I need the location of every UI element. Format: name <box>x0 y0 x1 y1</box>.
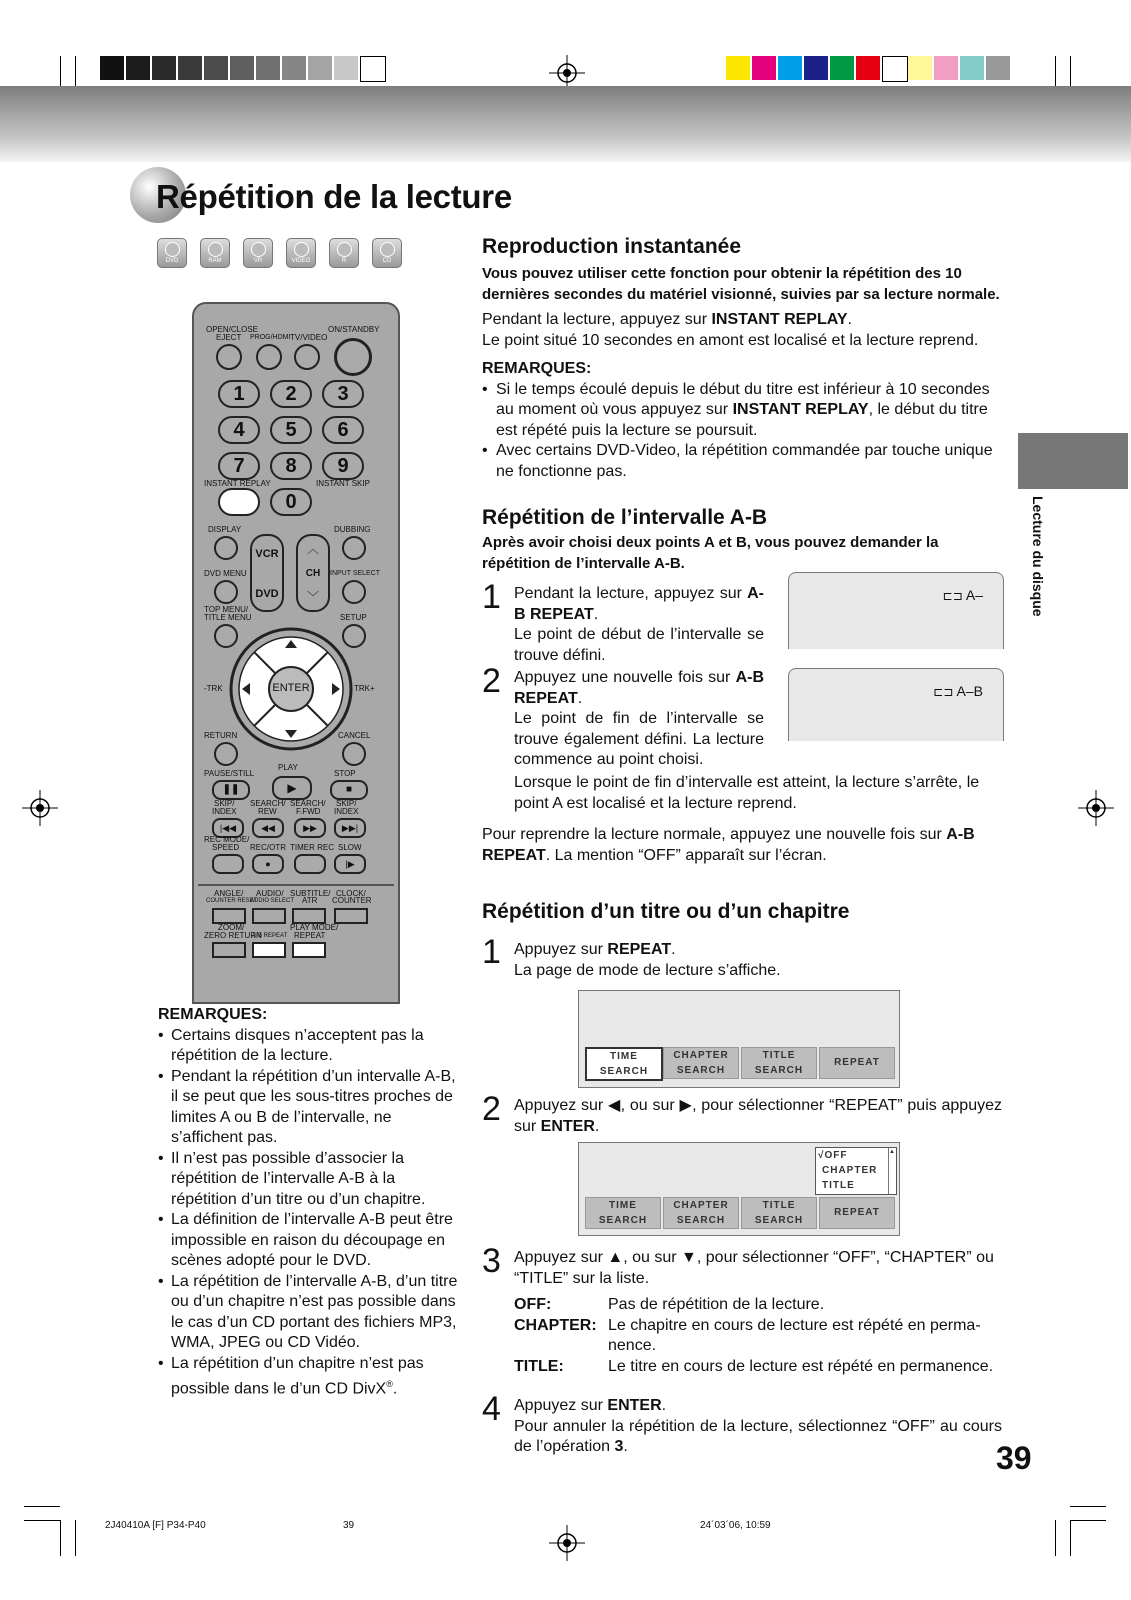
repeat-tab: REPEAT <box>819 1047 895 1079</box>
instant-note: • Si le temps écoulé depuis le début du titre est inférieur à 10 secondes au moment où vous appuyez sur INSTANT REPLAY, le début du titre est répété puis la lecture se poursuit. <box>482 380 1002 442</box>
input-select-button <box>342 580 366 604</box>
label-skip-right-1: SKIP/ <box>336 799 357 808</box>
title-step1: Appuyez sur REPEAT. La page de mode de lecture s’affiche. <box>514 941 781 979</box>
num-8-button: 8 <box>270 452 312 480</box>
title-search-tab: TITLE SEARCH <box>741 1047 817 1079</box>
label-audio-1: AUDIO/ <box>256 889 284 898</box>
scrollbar <box>888 1148 896 1194</box>
registration-mark-icon <box>549 1525 585 1561</box>
label-ch: CH <box>305 568 321 579</box>
note-item: • La répétition de l’intervalle A-B, d’un titre ou d’un chapitre n’est pas possible dans le cas d’un CD portant des fichiers MP3, WMA, JPEG ou CD Vidéo. <box>158 1272 458 1354</box>
section-heading-title: Répétition d’un titre ou d’un chapitre <box>482 900 850 923</box>
label-rec-mode-2: SPEED <box>212 843 240 852</box>
arrow-left-icon: ◀ <box>608 1097 621 1114</box>
label-display: DISPLAY <box>208 525 242 534</box>
label-pause-still: PAUSE/STILL <box>204 769 255 778</box>
ab-screen-2 <box>788 668 1004 741</box>
def-desc: Le titre en cours de lecture est répété en permanence. <box>608 1357 994 1375</box>
label-subtitle-2: ATR <box>302 896 318 905</box>
note-item: • Certains disques n’acceptent pas la répétition de la lecture. <box>158 1026 458 1067</box>
label-ab-repeat: A-B REPEAT <box>252 933 288 939</box>
vcr-dvd-switch <box>250 534 284 612</box>
dvd-menu-button <box>214 580 238 604</box>
num-5-button: 5 <box>270 416 312 444</box>
section-heading-instant: Reproduction instantanée <box>482 235 742 258</box>
remote-control-illustration <box>192 302 400 1004</box>
label-skip-left-2: INDEX <box>212 807 237 816</box>
label-on-standby: ON/STANDBY <box>328 325 380 334</box>
label-rew-2: REW <box>258 807 277 816</box>
scroll-up-icon: ▲ <box>889 1149 896 1155</box>
num-7-button: 7 <box>218 452 260 480</box>
return-button <box>214 742 238 766</box>
ab-after-text: Lorsque le point de fin d’intervalle est atteint, la lecture s’arrête, le point A est localisé et la lecture reprend. <box>514 774 980 812</box>
left-notes-heading: REMARQUES: <box>158 1006 268 1023</box>
step-number: 2 <box>482 1090 501 1128</box>
time-search-tab: TIME SEARCH <box>585 1047 663 1081</box>
step-number: 1 <box>482 578 501 616</box>
title-step3: Appuyez sur ▲, ou sur ▼, pour sélectionner “OFF”, “CHAPTER” ou “TITLE” sur la liste. <box>514 1249 994 1287</box>
side-section-label: Lecture du disque <box>1030 496 1046 617</box>
ab-screen-1 <box>788 572 1004 649</box>
arrow-right-icon: ▶ <box>679 1097 693 1114</box>
label-subtitle-1: SUBTITLE/ <box>290 889 331 898</box>
label-instant-skip: INSTANT SKIP <box>316 479 370 488</box>
section-heading-ab: Répétition de l’intervalle A-B <box>482 506 768 529</box>
left-notes <box>158 1005 458 1400</box>
instant-lead: Vous pouvez utiliser cette fonction pour obtenir la répétition des 10 dernières secondes du matériel visionné, suivies par sa lecture normale. <box>482 265 1000 303</box>
repeat-dropdown-list <box>815 1147 897 1195</box>
label-cancel: CANCEL <box>338 731 371 740</box>
step-number: 1 <box>482 933 501 971</box>
label-return: RETURN <box>204 731 238 740</box>
repeat-definitions <box>514 1295 1002 1377</box>
label-skip-left-1: SKIP/ <box>214 799 235 808</box>
label-enter: ENTER <box>272 682 310 694</box>
r-disc-icon: R <box>329 238 359 268</box>
label-open-close: OPEN/CLOSE <box>206 325 259 334</box>
option-off: √OFF <box>818 1150 848 1161</box>
footer-page: 39 <box>343 1520 355 1531</box>
zoom-button <box>212 942 246 958</box>
option-title: TITLE <box>822 1180 855 1191</box>
label-rec-otr: REC/OTR <box>250 843 286 852</box>
registration-mark-icon <box>22 790 58 826</box>
chevron-down-icon: ﹀ <box>306 590 319 604</box>
label-dvd: DVD <box>255 588 279 600</box>
label-angle-2: COUNTER RESET <box>206 898 258 904</box>
num-6-button: 6 <box>322 416 364 444</box>
label-ffwd-1: SEARCH/ <box>290 799 326 808</box>
label-instant-replay: INSTANT REPLAY <box>204 479 271 488</box>
play-mode-screen-1 <box>578 990 900 1088</box>
note-item: • Pendant la répétition d’un intervalle A-B, il se peut que les sous-titres proches de limites A ou B de l’intervalle, ne s’affichent pas. <box>158 1067 458 1149</box>
ram-disc-icon: RAM <box>200 238 230 268</box>
arrow-down-icon: ▼ <box>681 1249 697 1266</box>
num-0-button: 0 <box>270 488 312 516</box>
play-mode-button <box>292 942 326 958</box>
label-clock-2: COUNTER <box>332 896 372 905</box>
clock-button <box>334 908 368 924</box>
dubbing-button <box>342 536 366 560</box>
num-9-button: 9 <box>322 452 364 480</box>
slow-icon: |▶ <box>334 854 366 874</box>
tv-video-button <box>294 344 320 370</box>
instant-body: Pendant la lecture, appuyez sur INSTANT REPLAY. Le point situé 10 secondes en amont est localisé et la lecture reprend. REMARQUES: • Si le temps écoulé depuis le début du titre est inférieur à 10 secondes au moment où vous appuyez sur INSTANT REPLAY, le début du titre est répété puis la lecture se poursuit. • Avec certains DVD-Video, la répétition commandée par touche unique ne fonctionne pas. <box>482 310 1002 482</box>
label-audio-2: AUDIO SELECT <box>250 898 295 904</box>
label-top-menu: TOP MENU/ <box>204 605 249 614</box>
prog-hdmi-button <box>256 344 282 370</box>
audio-button <box>252 908 286 924</box>
label-eject: EJECT <box>216 333 242 342</box>
label-skip-right-2: INDEX <box>334 807 359 816</box>
label-trk-plus: TRK+ <box>354 684 375 693</box>
eject-button <box>216 344 242 370</box>
skip-back-icon: |◀◀ <box>212 818 244 838</box>
stop-icon: ■ <box>330 780 368 800</box>
side-tab-marker <box>1018 433 1128 489</box>
cancel-button <box>342 742 366 766</box>
label-rec-mode-1: REC MODE/ <box>204 835 250 844</box>
label-ffwd-2: F.FWD <box>296 807 321 816</box>
ab-resume-text: Pour reprendre la lecture normale, appuyez une nouvelle fois sur A-B REPEAT. La mention “OFF” apparaît sur l’écran. <box>482 826 975 864</box>
num-4-button: 4 <box>218 416 260 444</box>
instant-notes-heading: REMARQUES: <box>482 360 592 377</box>
timer-rec-button <box>294 854 326 874</box>
title-step2: Appuyez sur ◀, ou sur ▶, pour sélectionner “REPEAT” puis appuyez sur ENTER. <box>514 1097 1003 1135</box>
label-vcr: VCR <box>255 548 279 560</box>
label-clock-1: CLOCK/ <box>336 889 366 898</box>
def-term: CHAPTER: <box>514 1316 597 1334</box>
note-item: • La définition de l’intervalle A-B peut être impossible en raison du découpage en scènes adopté pour le DVD. <box>158 1210 458 1272</box>
label-input-select: INPUT SELECT <box>330 570 381 577</box>
ab-repeat-button <box>252 942 286 958</box>
label-timer-rec: TIMER REC <box>290 843 334 852</box>
label-play-mode-1: PLAY MODE/ <box>290 923 339 932</box>
instant-replay-button <box>218 488 260 516</box>
ab-indicator-1: ⊏⊐ A– <box>942 587 983 603</box>
chapter-search-tab: CHAPTER SEARCH <box>663 1197 739 1229</box>
num-3-button: 3 <box>322 380 364 408</box>
header-band <box>0 86 1131 162</box>
label-stop: STOP <box>334 769 356 778</box>
disc-icons <box>157 238 402 268</box>
channel-rocker <box>296 534 330 612</box>
page-title: Répétition de la lecture <box>156 178 512 215</box>
label-play: PLAY <box>278 763 298 772</box>
repeat-icon: ⊏⊐ <box>942 589 963 603</box>
record-icon: ● <box>252 854 284 874</box>
play-mode-screen-2 <box>578 1142 900 1236</box>
pause-icon: ❚❚ <box>212 780 250 800</box>
title-step4: Appuyez sur ENTER. Pour annuler la répétition de la lecture, sélectionnez “OFF” au cours de l’opération 3. <box>514 1397 1002 1455</box>
ab-indicator-2: ⊏⊐ A–B <box>933 683 983 699</box>
skip-forward-icon: ▶▶| <box>334 818 366 838</box>
step-number: 4 <box>482 1390 501 1428</box>
note-item: • La répétition d’un chapitre n’est pas possible dans le d’un CD DivX®. <box>158 1354 458 1400</box>
time-search-tab: TIME SEARCH <box>585 1197 661 1229</box>
rec-mode-button <box>212 854 244 874</box>
ab-lead: Après avoir choisi deux points A et B, vous pouvez demander la répétition de l’intervalle A-B. <box>482 534 939 572</box>
repeat-tab: REPEAT <box>819 1197 895 1229</box>
arrow-up-icon: ▲ <box>607 1249 624 1266</box>
dvd-disc-icon: DVD <box>157 238 187 268</box>
registration-mark-icon <box>1078 790 1114 826</box>
label-prog-hdmi: PROG/HDMI <box>250 334 291 341</box>
footer-file-id: 2J40410A [F] P34-P40 <box>105 1520 206 1531</box>
power-button <box>334 338 372 376</box>
rewind-icon: ◀◀ <box>252 818 284 838</box>
display-button <box>214 536 238 560</box>
label-angle-1: ANGLE/ <box>214 889 244 898</box>
angle-button <box>212 908 246 924</box>
chapter-search-tab: CHAPTER SEARCH <box>663 1047 739 1079</box>
step-number: 2 <box>482 662 501 700</box>
label-trk-minus: -TRK <box>204 684 223 693</box>
fast-forward-icon: ▶▶ <box>294 818 326 838</box>
label-rew-1: SEARCH/ <box>250 799 286 808</box>
subtitle-button <box>292 908 326 924</box>
instant-note: • Avec certains DVD-Video, la répétition commandée par touche unique ne fonctionne pas. <box>482 441 1002 482</box>
def-term: TITLE: <box>514 1357 564 1375</box>
page-number: 39 <box>996 1440 1032 1476</box>
num-1-button: 1 <box>218 380 260 408</box>
label-tv-video: TV/VIDEO <box>290 333 328 342</box>
label-zoom-1: ZOOM/ <box>218 923 245 932</box>
label-zoom-2: ZERO RETURN <box>204 931 262 940</box>
option-chapter: CHAPTER <box>822 1165 878 1176</box>
footer-timestamp: 24´03´06, 10:59 <box>700 1520 771 1531</box>
label-dubbing: DUBBING <box>334 525 371 534</box>
label-dvd-menu: DVD MENU <box>204 569 247 578</box>
label-setup: SETUP <box>340 613 367 622</box>
note-item: • Il n’est pas possible d’associer la répétition de l’intervalle A-B à la répétition d’un titre ou d’un chapitre. <box>158 1149 458 1211</box>
label-slow: SLOW <box>338 843 362 852</box>
def-term: OFF: <box>514 1296 552 1313</box>
ab-step2: Appuyez une nouvelle fois sur A-B REPEAT. Le point de fin de l’intervalle se trouve également défini. La lecture commence au point choisi. <box>514 669 764 768</box>
step-number: 3 <box>482 1242 501 1280</box>
repeat-icon: ⊏⊐ <box>933 685 954 699</box>
label-title-menu: TITLE MENU <box>204 613 252 622</box>
play-icon: ▶ <box>272 776 312 800</box>
cd-disc-icon: CD <box>372 238 402 268</box>
vr-disc-icon: VR <box>243 238 273 268</box>
video-disc-icon: VIDEO <box>286 238 316 268</box>
def-desc: Pas de répétition de la lecture. <box>608 1296 825 1313</box>
ab-step1: Pendant la lecture, appuyez sur A-B REPEAT. Le point de début de l’intervalle se trouve défini. <box>514 585 764 664</box>
chevron-up-icon: ︿ <box>306 542 319 556</box>
title-search-tab: TITLE SEARCH <box>741 1197 817 1229</box>
num-2-button: 2 <box>270 380 312 408</box>
def-desc: Le chapitre en cours de lecture est répété en perma-nence. <box>608 1316 981 1354</box>
label-play-mode-2: REPEAT <box>294 931 326 940</box>
